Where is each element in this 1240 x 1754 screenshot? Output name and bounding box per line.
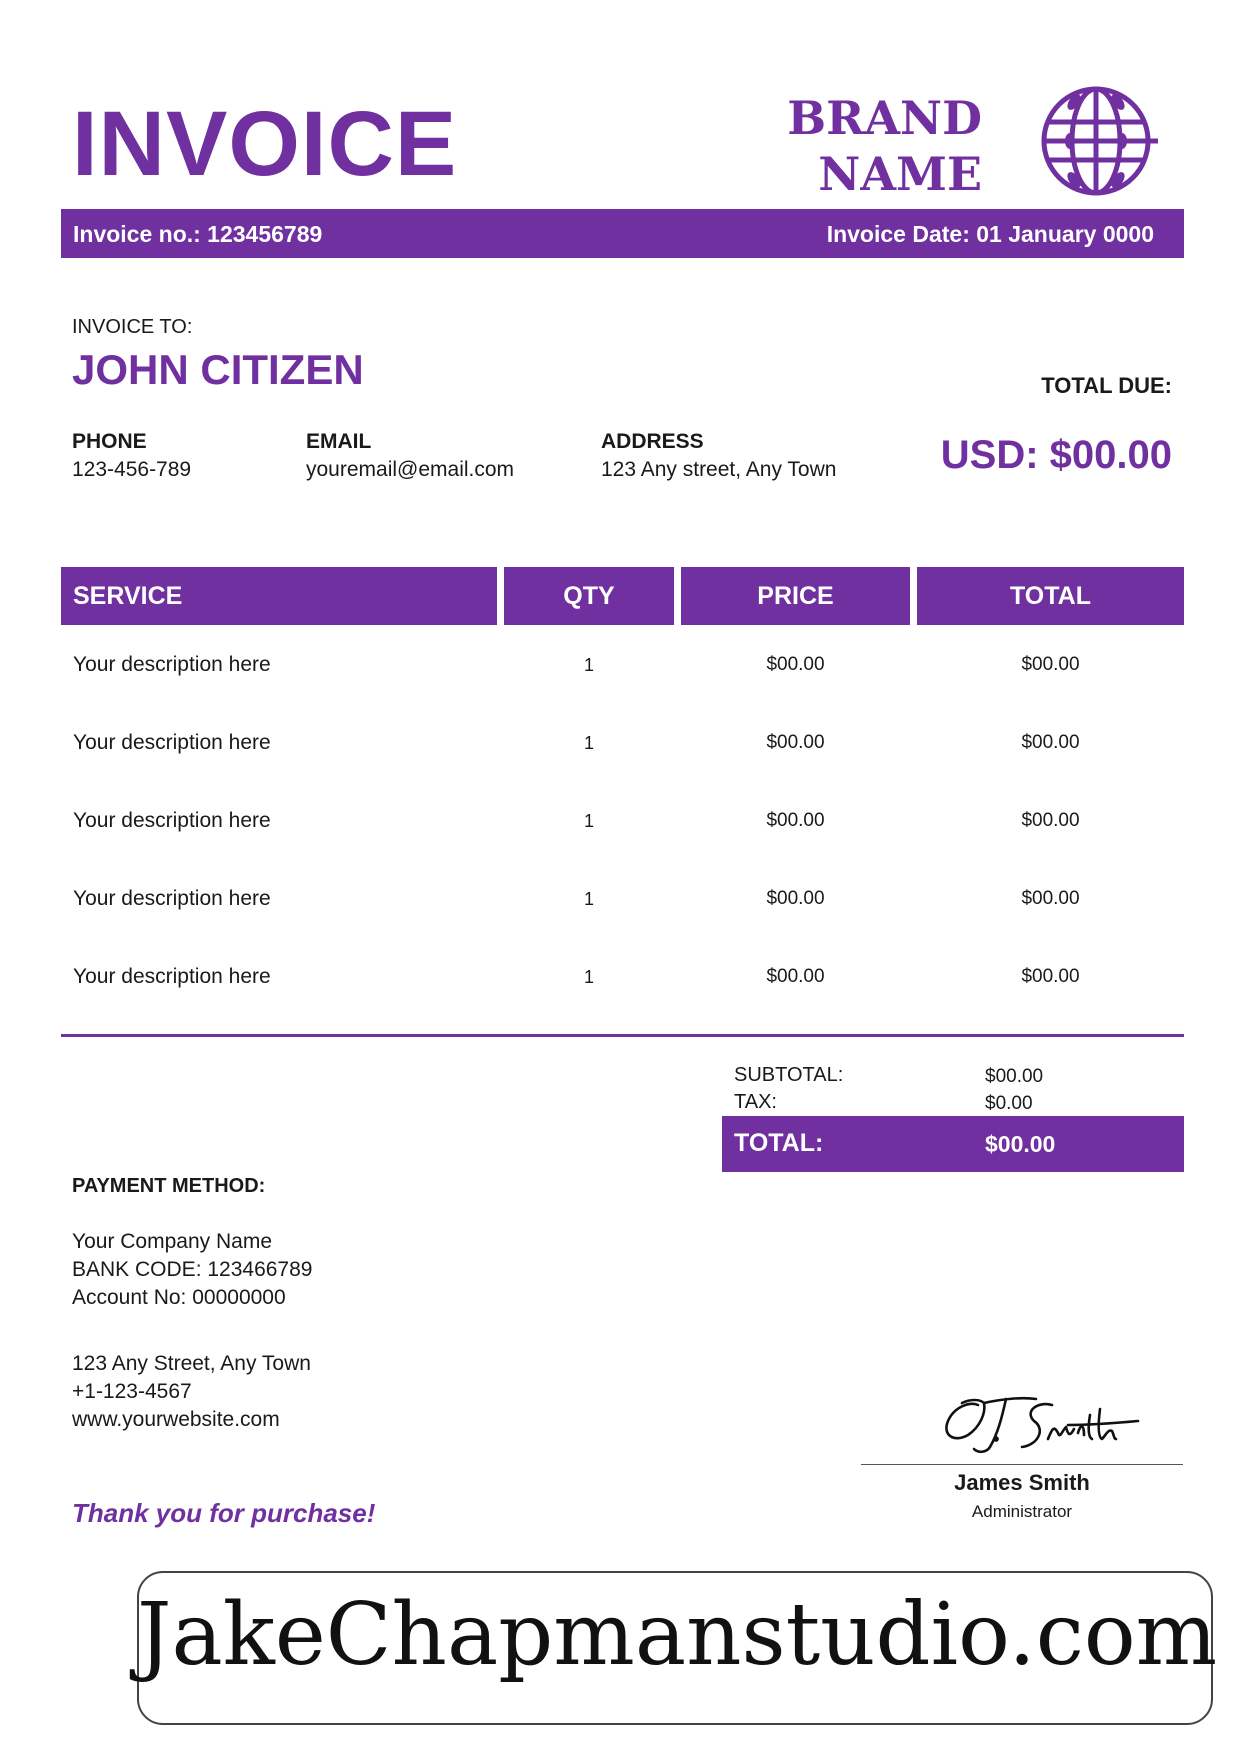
row-price: $00.00 xyxy=(766,888,825,909)
table-row xyxy=(61,882,1184,960)
row-price: $00.00 xyxy=(766,732,825,753)
row-service: Your description here xyxy=(73,653,271,676)
table-row xyxy=(61,648,1184,726)
payment-phone: +1-123-4567 xyxy=(72,1380,192,1403)
column-header-total: TOTAL xyxy=(917,567,1184,625)
address-label: ADDRESS xyxy=(601,430,704,453)
column-header-price: PRICE xyxy=(681,567,910,625)
subtotal-label: SUBTOTAL: xyxy=(734,1064,844,1086)
signatory-role: Administrator xyxy=(971,1502,1073,1521)
row-total: $00.00 xyxy=(1021,654,1080,675)
row-total: $00.00 xyxy=(1021,966,1080,987)
grand-total-value: $00.00 xyxy=(985,1131,1056,1157)
row-total: $00.00 xyxy=(1021,888,1080,909)
brand-line-2: NAME xyxy=(818,147,982,201)
row-qty: 1 xyxy=(583,967,594,987)
payment-bank-code: BANK CODE: 123466789 xyxy=(72,1258,313,1281)
table-row xyxy=(61,960,1184,1038)
tax-value: $0.00 xyxy=(985,1093,1033,1114)
payment-account: Account No: 00000000 xyxy=(72,1286,286,1309)
invoice-title: INVOICE xyxy=(72,93,458,195)
email-label: EMAIL xyxy=(306,430,372,453)
handwritten-signature xyxy=(940,1395,1140,1461)
globe-logo-icon xyxy=(1030,80,1162,202)
total-due-value: USD: $00.00 xyxy=(940,433,1172,477)
invoice-meta-bar xyxy=(61,209,1184,258)
payment-street: 123 Any Street, Any Town xyxy=(72,1352,311,1375)
signature-line xyxy=(861,1464,1183,1465)
brand-line-1: BRAND xyxy=(787,91,982,145)
row-service: Your description here xyxy=(73,965,271,988)
row-qty: 1 xyxy=(583,811,594,831)
thank-you-message: Thank you for purchase! xyxy=(72,1498,376,1528)
row-price: $00.00 xyxy=(766,654,825,675)
grand-total-bar xyxy=(722,1116,1184,1172)
payment-company: Your Company Name xyxy=(72,1230,272,1253)
row-service: Your description here xyxy=(73,887,271,910)
subtotal-value: $00.00 xyxy=(985,1066,1044,1087)
row-service: Your description here xyxy=(73,809,271,832)
row-qty: 1 xyxy=(583,889,594,909)
email-value: youremail@email.com xyxy=(306,458,515,481)
phone-value: 123-456-789 xyxy=(72,458,192,481)
invoice-date: Invoice Date: 01 January 0000 xyxy=(826,221,1154,247)
invoice-to-label: INVOICE TO: xyxy=(72,316,193,338)
payment-method-heading: PAYMENT METHOD: xyxy=(72,1175,266,1197)
column-header-service: SERVICE xyxy=(61,567,497,625)
row-qty: 1 xyxy=(583,733,594,753)
row-service: Your description here xyxy=(73,731,271,754)
address-value: 123 Any street, Any Town xyxy=(601,458,837,481)
row-price: $00.00 xyxy=(766,966,825,987)
row-total: $00.00 xyxy=(1021,810,1080,831)
table-row xyxy=(61,804,1184,882)
total-due-label: TOTAL DUE: xyxy=(1041,373,1172,398)
invoice-number: Invoice no.: 123456789 xyxy=(73,221,323,247)
client-name: JOHN CITIZEN xyxy=(72,346,364,393)
table-row xyxy=(61,726,1184,804)
brand-name xyxy=(770,90,982,202)
signatory-name: James Smith xyxy=(954,1470,1090,1495)
row-total: $00.00 xyxy=(1021,732,1080,753)
payment-website: www.yourwebsite.com xyxy=(72,1408,280,1431)
watermark-text: JakeChapmanstudio.com xyxy=(137,1585,1218,1685)
row-qty: 1 xyxy=(583,655,594,675)
grand-total-label: TOTAL: xyxy=(734,1129,824,1157)
phone-label: PHONE xyxy=(72,430,147,453)
column-header-qty: QTY xyxy=(504,567,674,625)
row-price: $00.00 xyxy=(766,810,825,831)
table-divider xyxy=(61,1034,1184,1037)
tax-label: TAX: xyxy=(734,1091,777,1113)
